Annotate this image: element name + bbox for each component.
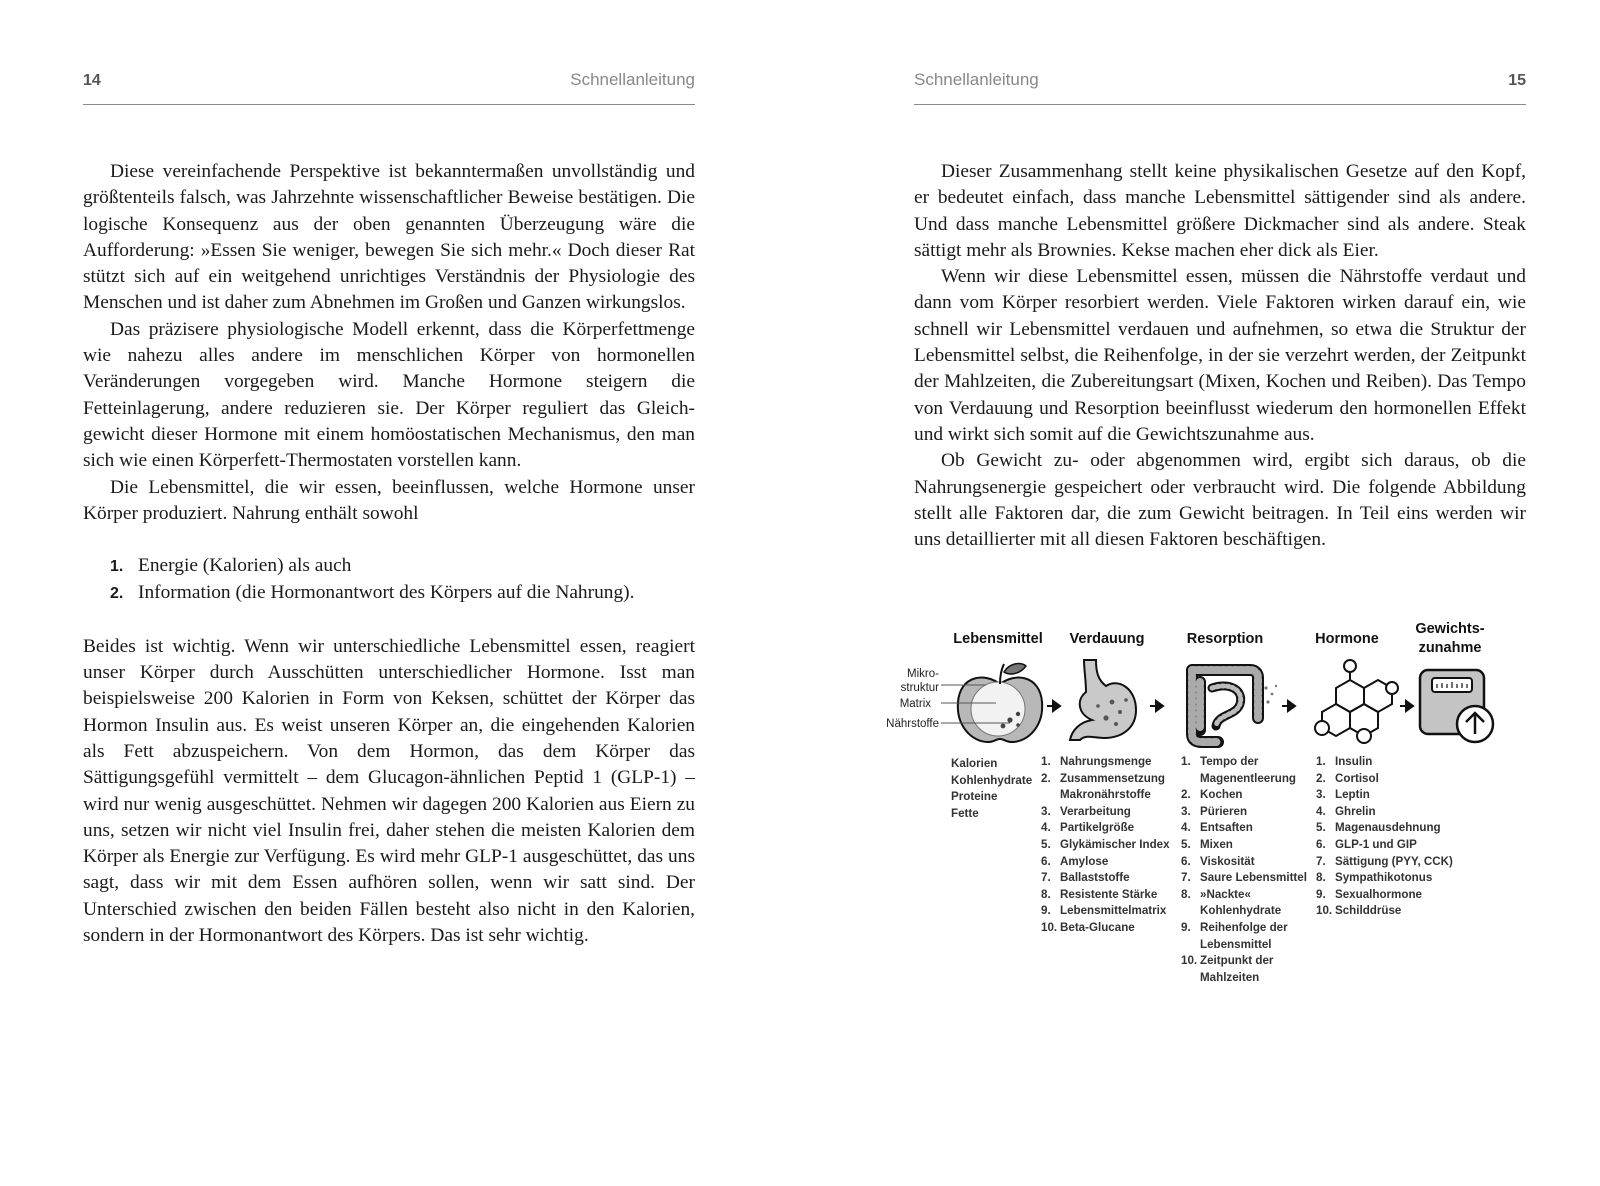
list-item (1041, 754, 1170, 771)
running-title: Schnellanleitung (570, 70, 695, 89)
list-number: 8. (1041, 887, 1051, 901)
list-item: Kohlenhydrate (951, 773, 1033, 787)
column-header-lebensmittel: Lebensmittel (953, 631, 1043, 647)
list-item (1041, 771, 1170, 788)
list-text: Schilddrüse (1335, 904, 1402, 918)
body-text (914, 159, 1526, 553)
paragraph: Dieser Zusammenhang stellt keine physikalischen Gesetze auf den Kopf, er bedeutet einfach, dass manche Lebensmittel sättigender sind als andere. Und dass manche Lebensmittel größere Dickmacher sind als andere. Steak sättigt mehr als Brownies. Kekse machen eher dick als Eier. (914, 161, 1526, 261)
list-item (1181, 870, 1307, 887)
flow-arrow-icon (1400, 701, 1413, 711)
paragraph: Beides ist wichtig. Wenn wir unterschiedliche Lebensmittel essen, reagiert unser Körper durch Ausschütten unterschiedlicher Hormone. Isst man beispielsweise 200 Kalorien in Form von Keksen, schüttet der Körper das Hormon Insulin aus. Es weist unseren Körper an, die eingehenden Kalorien als Fett abzuspeichern. Von dem Hormon, das dem Körper das Sättigungsgefühl vermittelt – dem Glucagon-ähnlichen Peptid 1 (GLP-1) – wird nur wenig ausgeschüttet. Nehmen wir dagegen 200 Kalorien aus Eiern zu uns, setzen wir nicht viel Insulin frei, daher stehen die meisten Kalorien dem Körper als Energie zur Verfügung. Es wird mehr GLP-1 ausgeschüttet, das uns sagt, dass wir mit dem Essen aufhören sollen, wenn wir satt sind. Der Unterschied zwischen den beiden Fällen besteht also nicht in den Kalorien, sondern in der Hormonantwort des Körpers. Das ist sehr wichtig. (83, 635, 695, 947)
list-number: 6. (1181, 854, 1191, 868)
list-number: 9. (1181, 920, 1191, 934)
list-text: GLP-1 und GIP (1335, 837, 1417, 851)
intestine-icon (1192, 670, 1277, 742)
list-number: 4. (1316, 804, 1326, 818)
hormone-molecule-icon (1315, 660, 1398, 743)
list-number: 9. (1316, 887, 1326, 901)
flow-arrow-icon (1282, 701, 1295, 711)
list-number: 1. (1181, 755, 1191, 768)
hormone-list (1316, 754, 1453, 920)
page-number: 14 (83, 72, 101, 89)
column-header-verdauung: Verdauung (1069, 631, 1145, 647)
list-item (1181, 854, 1307, 871)
list-number: 2. (1181, 788, 1191, 802)
list-text: Information (die Hormonantwort des Körpers auf die Nahrung). (138, 582, 635, 604)
list-text: Mixen (1200, 837, 1233, 851)
list-number: 7. (1041, 871, 1051, 885)
list-item (1316, 820, 1453, 837)
header-line: Gewichts- (1415, 621, 1485, 637)
list-item-continuation (1181, 937, 1307, 954)
list-item (1181, 920, 1307, 937)
list-number: 6. (1041, 854, 1051, 868)
list-item (1041, 920, 1170, 937)
list-text: Sympathikotonus (1335, 871, 1433, 885)
list-item (1041, 820, 1170, 837)
list-item (1181, 953, 1307, 970)
list-number: 8. (1316, 871, 1326, 885)
flow-arrow-icon (1150, 701, 1163, 711)
numbered-list (83, 553, 695, 608)
list-item (1316, 837, 1453, 854)
list-text: Magenausdehnung (1335, 821, 1441, 835)
list-text: Tempo der (1200, 755, 1259, 768)
list-number: 5. (1181, 837, 1191, 851)
list-item (1041, 887, 1170, 904)
list-number: 7. (1316, 854, 1326, 868)
list-item (1041, 837, 1170, 854)
list-text: Partikelgröße (1060, 821, 1135, 835)
list-item-continuation (1181, 771, 1307, 788)
list-item-continuation (1181, 903, 1307, 920)
list-number: 10. (1041, 920, 1058, 934)
list-text: Mahlzeiten (1200, 970, 1260, 984)
list-number: 1. (110, 558, 124, 576)
list-text: Saure Lebensmittel (1200, 871, 1307, 885)
list-item (1181, 754, 1307, 771)
list-item: Kalorien (951, 757, 998, 770)
list-item (1316, 787, 1453, 804)
list-number: 1. (1041, 755, 1051, 768)
list-text: »Nackte« (1200, 887, 1251, 901)
list-text: Entsaften (1200, 821, 1253, 835)
list-text: Sättigung (PYY, CCK) (1335, 854, 1453, 868)
list-item (1316, 903, 1453, 920)
list-text: Verarbeitung (1060, 804, 1131, 818)
list-item (1181, 804, 1307, 821)
list-text: Cortisol (1335, 771, 1379, 785)
list-item (1181, 820, 1307, 837)
apple-icon (941, 664, 1042, 742)
list-text: Makronährstoffe (1060, 788, 1151, 802)
list-item (1181, 787, 1307, 804)
list-text: Energie (Kalorien) als auch (138, 555, 352, 577)
list-item: Fette (951, 806, 979, 820)
list-number: 4. (1181, 821, 1191, 835)
list-number: 5. (1316, 821, 1326, 835)
list-number: 7. (1181, 871, 1191, 885)
list-number: 3. (1181, 804, 1191, 818)
header-line: zunahme (1418, 640, 1482, 656)
list-item-continuation (1041, 787, 1170, 804)
list-item (1041, 854, 1170, 871)
list-number: 3. (1041, 804, 1051, 818)
list-text: Resistente Stärke (1060, 887, 1158, 901)
list-number: 5. (1041, 837, 1051, 851)
column-header-hormone: Hormone (1315, 631, 1379, 647)
paragraph: Wenn wir diese Lebensmittel essen, müssen die Nährstoffe verdaut und dann vom Körper resorbiert werden. Viele Faktoren wirken darauf ein, wie schnell wir Lebensmittel verdauen und aufnehmen, so etwa die Struktur der Lebensmittel selbst, die Reihenfolge, in der sie verzehrt werden, der Zeitpunkt der Mahlzeiten, die Zubereitungsart (Mixen, Kochen und Reiben). Das Tempo von Verdauung und Resorption beeinflusst wiederum den hormonellen Effekt und wirkt sich somit auf die Gewichtszunahme aus. (914, 266, 1526, 445)
list-text: Sexualhormone (1335, 887, 1422, 901)
list-number: 6. (1316, 837, 1326, 851)
body-text (83, 159, 695, 949)
list-text: Lebensmittelmatrix (1060, 904, 1167, 918)
list-text: Pürieren (1200, 804, 1248, 818)
paragraph: Die Lebensmittel, die wir essen, beeinflussen, welche Hormone unser Körper produziert. Nahrung enthält sowohl (83, 476, 695, 524)
paragraph: Diese vereinfachende Perspektive ist bekanntermaßen unvollständig und größtenteils falsch, was Jahrzehnte wissenschaftlicher Beweise bestätigen. Die logische Konsequenz aus der oben genannten Überzeugung wäre die Aufforderung: »Essen Sie weniger, bewegen Sie sich mehr.« Doch dieser Rat stützt sich auf ein weitgehend unrichtiges Verständnis der Physiologie des Menschen und ist daher zum Abnehmen im Großen und Ganzen wirkungslos. (83, 161, 695, 314)
list-number: 10. (1316, 904, 1333, 918)
list-text: Kochen (1200, 788, 1243, 802)
page-header (83, 70, 695, 105)
list-item: Proteine (951, 790, 998, 804)
stomach-icon (1070, 660, 1136, 740)
list-text: Insulin (1335, 755, 1373, 768)
arrow-up-circle-icon (1457, 706, 1493, 742)
list-item (1041, 804, 1170, 821)
list-item (1316, 804, 1453, 821)
list-item (1316, 771, 1453, 788)
list-number: 2. (1041, 771, 1051, 785)
list-item-continuation (1181, 970, 1307, 987)
running-title: Schnellanleitung (914, 70, 1039, 89)
list-text: Zusammensetzung (1060, 771, 1166, 785)
apple-label-mikrostruktur (886, 667, 939, 695)
label-line: Mikro- (907, 668, 939, 680)
list-item (1181, 887, 1307, 904)
list-number: 9. (1041, 904, 1051, 918)
list-number: 3. (1316, 788, 1326, 802)
list-text: Lebensmittel (1200, 937, 1272, 951)
list-text: Reihenfolge der (1200, 920, 1288, 934)
list-item (110, 580, 695, 607)
list-number: 8. (1181, 887, 1191, 901)
list-text: Magenentleerung (1200, 771, 1296, 785)
list-item (1316, 754, 1453, 771)
flow-arrow-icon (1047, 701, 1060, 711)
page-number: 15 (1508, 72, 1526, 89)
list-text: Viskosität (1200, 854, 1255, 868)
list-text: Ghrelin (1335, 804, 1376, 818)
list-item (1041, 903, 1170, 920)
paragraph: Das präzisere physiologische Modell erkennt, dass die Körperfettmenge wie nahezu alles andere im menschlichen Körper von hormonellen Veränderungen vorgegeben wird. Manche Hormone steigern die Fetteinlagerung, andere reduzieren sie. Der Körper reguliert das Gleichgewicht dieser Hormone mit einem homöostatischen Mechanismus, den man sich wie einen Körperfett-Thermostaten vorstellen kann. (83, 318, 695, 472)
list-text: Beta-Glucane (1060, 920, 1135, 934)
list-item (1316, 887, 1453, 904)
list-item (1181, 837, 1307, 854)
list-item (1316, 870, 1453, 887)
list-text: Kohlenhydrate (1200, 904, 1282, 918)
list-item (1041, 870, 1170, 887)
column-header-gewichtszunahme (1410, 620, 1490, 658)
list-number: 2. (1316, 771, 1326, 785)
apple-label-matrix: Matrix (899, 698, 931, 710)
paragraph: Ob Gewicht zu- oder abgenommen wird, ergibt sich daraus, ob die Nahrungsenergie gespeichert oder verbraucht wird. Die folgende Abbildung stellt alle Faktoren dar, die zum Gewicht beitragen. In Teil eins werden wir uns detaillierter mit all diesen Faktoren beschäftigen. (914, 450, 1526, 551)
list-text: Glykämischer Index (1060, 837, 1170, 851)
list-text: Nahrungsmenge (1060, 755, 1152, 768)
column-header-resorption: Resorption (1186, 631, 1264, 647)
list-number: 10. (1181, 954, 1198, 968)
list-text: Amylose (1060, 854, 1109, 868)
label-line: struktur (900, 682, 939, 694)
verdauung-list (1041, 754, 1170, 937)
list-number: 1. (1316, 755, 1326, 768)
list-text: Leptin (1335, 788, 1370, 802)
list-text: Zeitpunkt der (1200, 954, 1274, 968)
list-number: 2. (110, 585, 124, 603)
list-item (1316, 854, 1453, 871)
list-number: 4. (1041, 821, 1051, 835)
list-text: Ballaststoffe (1060, 871, 1130, 885)
weight-factors-figure (886, 621, 1540, 1010)
list-item (110, 553, 695, 580)
apple-label-naehrstoffe: Nährstoffe (886, 718, 939, 730)
resorption-list (1181, 754, 1307, 986)
page-header (914, 70, 1526, 105)
lebensmittel-list (951, 756, 1032, 822)
